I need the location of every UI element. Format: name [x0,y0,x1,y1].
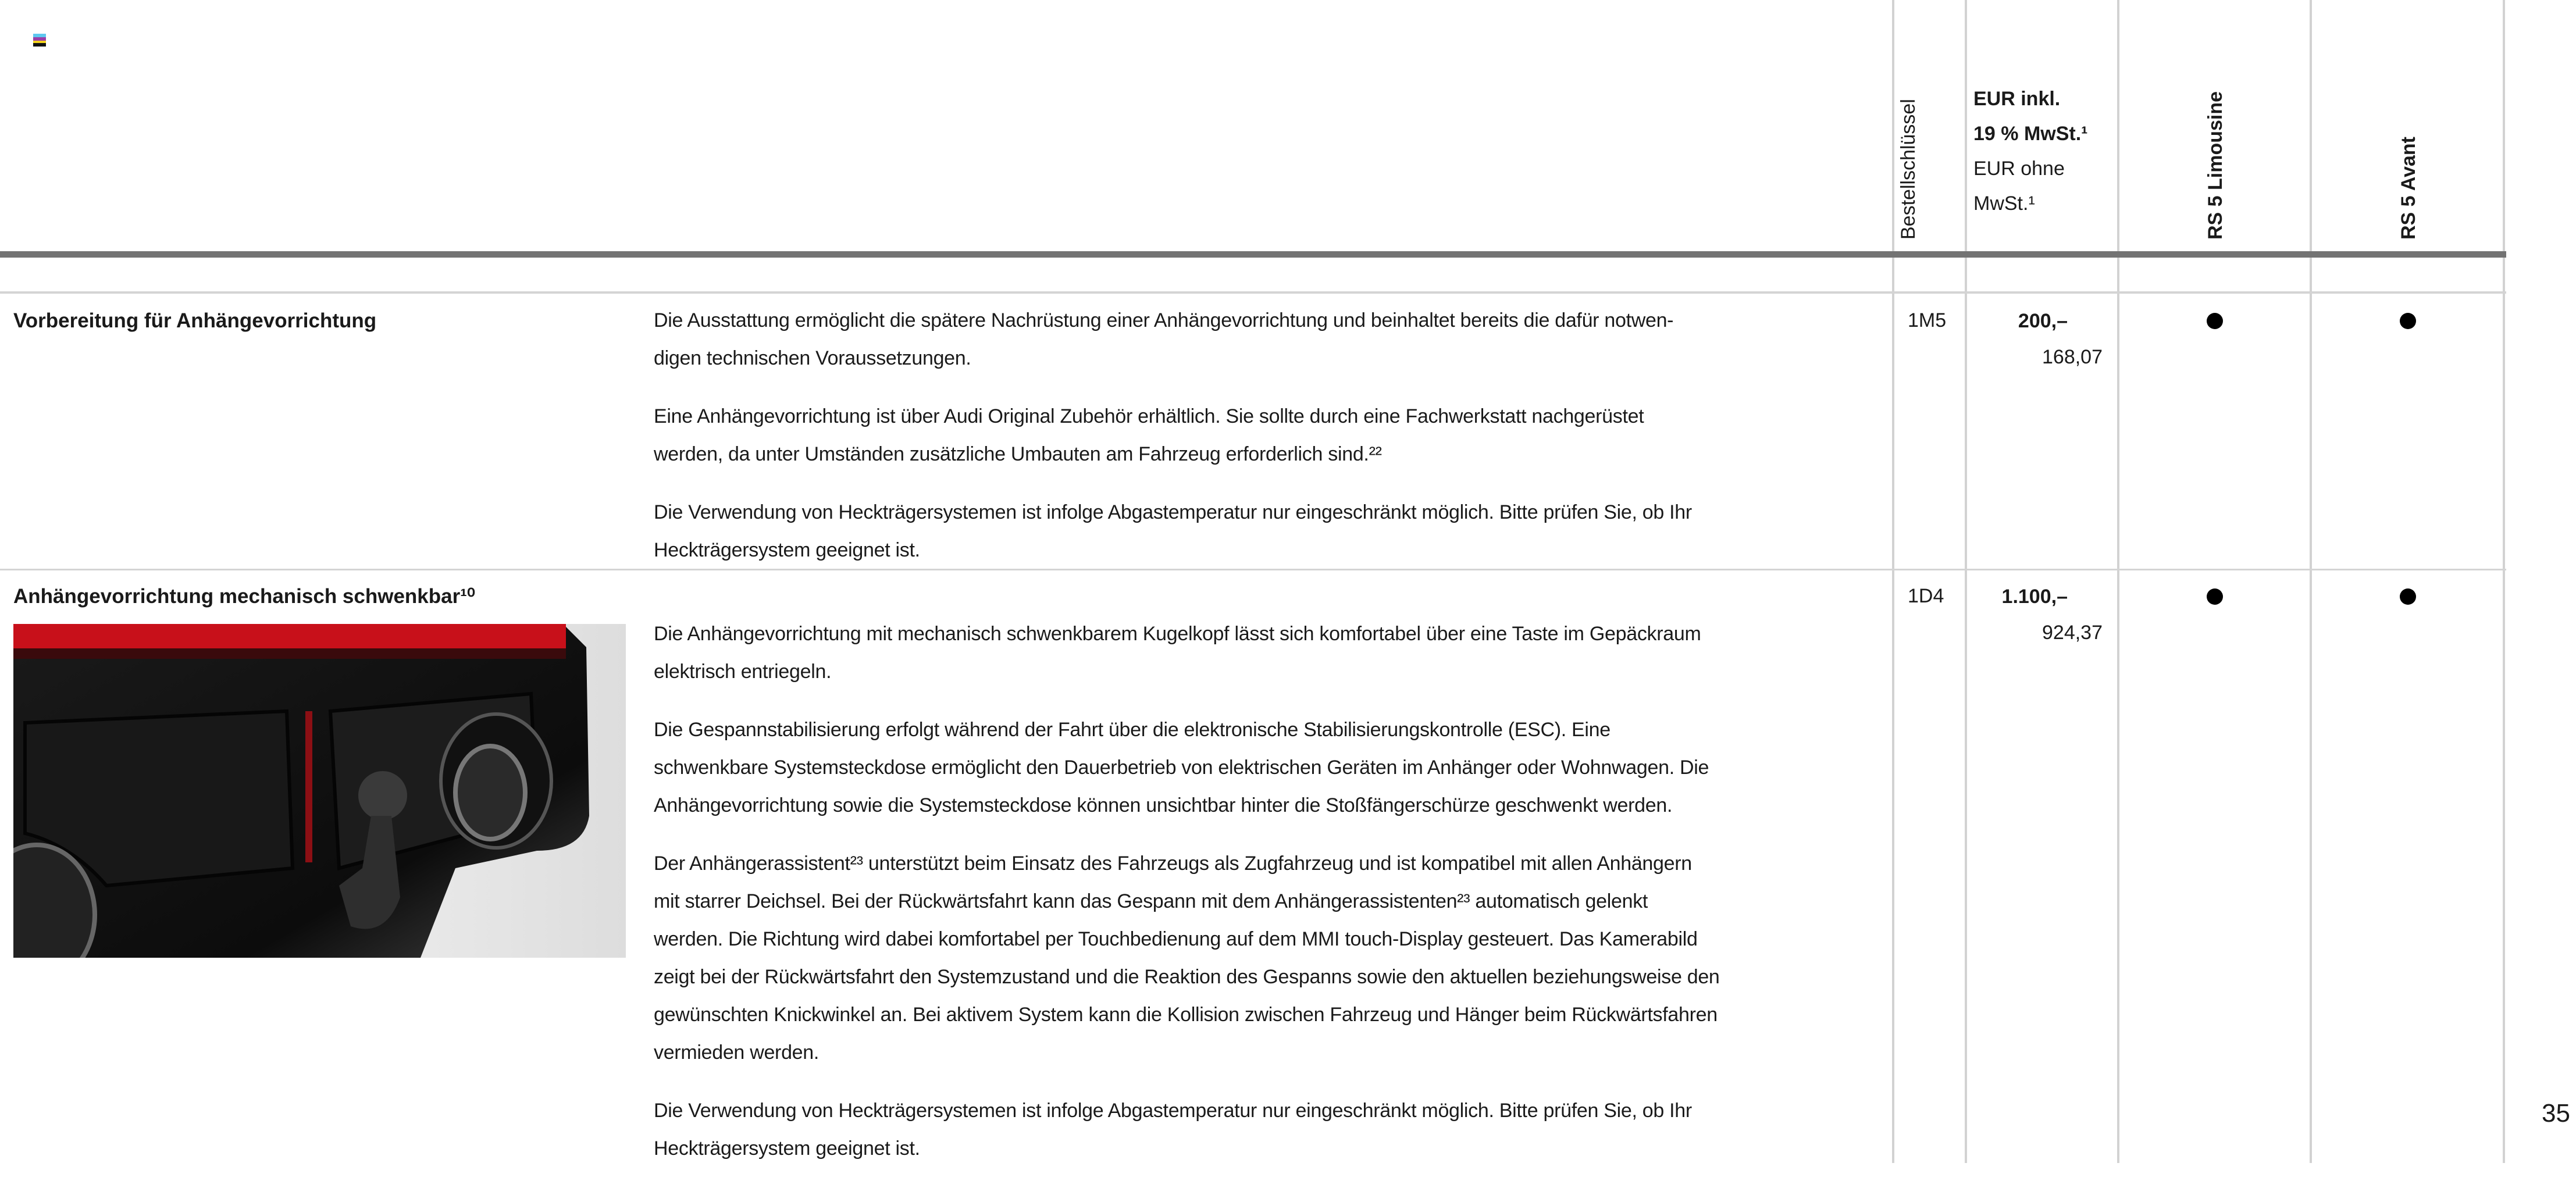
description-line: Der Anhängerassistent²³ unterstützt beim Einsatz des Fahrzeugs als Zugfahrzeug und ist kompatibel mit allen Anhängern [654,852,1692,875]
page-number: 35 [2542,1099,2570,1128]
trailer-hitch-image [13,624,626,958]
description-paragraph [654,398,1881,473]
description-line: elektrisch entriegeln. [654,661,832,683]
description-line: werden. Die Richtung wird dabei komfortabel per Touchbedienung auf dem MMI touch-Display gesteuert. Das Kamerabild [654,928,1698,950]
description-line: Die Verwendung von Heckträgersystemen ist infolge Abgastemperatur nur eingeschränkt möglich. Bitte prüfen Sie, ob Ihr [654,1100,1692,1122]
header-rule [0,251,2506,258]
header-price-line: MwSt.¹ [1973,192,2035,215]
description-line: Die Gespannstabilisierung erfolgt während der Fahrt über die elektronische Stabilisierungskontrolle (ESC). Eine [654,719,1611,741]
row-title: Anhängevorrichtung mechanisch schwenkbar¹⁰ [13,585,475,608]
description-line: gewünschten Knickwinkel an. Bei aktivem System kann die Kollision zwischen Fahrzeug und Hänger beim Rückwärtsfahren [654,1004,1718,1026]
column-divider [2117,0,2119,1163]
row-description [654,615,1881,1188]
description-line: vermieden werden. [654,1041,820,1064]
header-model-rs5-avant: RS 5 Avant [2397,137,2420,240]
row-description [654,302,1881,590]
description-line: Heckträgersystem geeignet ist. [654,1137,920,1160]
description-paragraph [654,1092,1881,1168]
description-line: schwenkbare Systemsteckdose ermöglicht den Dauerbetrieb von elektrischen Geräten im Anhänger oder Wohnwagen. Die [654,757,1709,779]
price-gross: 1.100,– [2001,586,2068,608]
price-net: 168,07 [2042,346,2103,368]
column-divider [1892,0,1894,1163]
price-cell [1969,303,2103,375]
description-paragraph [654,615,1881,691]
description-paragraph [654,711,1881,825]
price-gross: 200,– [2018,310,2068,332]
column-divider [1965,0,1967,1163]
price-cell [1969,579,2103,651]
header-price-line: 19 % MwSt.¹ [1973,123,2088,145]
header-price [1973,81,2087,221]
standard-dot-rs5-limousine [2207,588,2223,605]
standard-dot-rs5-avant [2400,588,2416,605]
header-price-line: EUR ohne [1973,158,2065,180]
description-line: Heckträgersystem geeignet ist. [654,539,920,561]
order-code: 1D4 [1908,585,1944,607]
standard-dot-rs5-avant [2400,313,2416,329]
column-divider [2310,0,2312,1163]
description-paragraph [654,302,1881,377]
price-net: 924,37 [2042,622,2103,644]
header-order-key: Bestellschlüssel [1897,99,1919,240]
description-line: Die Anhängevorrichtung mit mechanisch schwenkbarem Kugelkopf lässt sich komfortabel über eine Taste im Gepäckraum [654,623,1701,645]
column-divider [2503,0,2505,1163]
description-line: Die Ausstattung ermöglicht die spätere Nachrüstung einer Anhängevorrichtung und beinhaltet bereits die dafür notwen- [654,309,1674,331]
print-color-bar-icon [33,34,46,47]
description-line: mit starrer Deichsel. Bei der Rückwärtsfahrt kann das Gespann mit dem Anhängerassistenten²³ automatisch gelenkt [654,890,1648,912]
header-price-line: EUR inkl. [1973,88,2061,110]
description-line: digen technischen Voraussetzungen. [654,347,971,369]
description-paragraph [654,845,1881,1072]
description-line: Eine Anhängevorrichtung ist über Audi Original Zubehör erhältlich. Sie sollte durch eine Fachwerkstatt nachgerüstet [654,405,1644,427]
description-line: Anhängevorrichtung sowie die Systemsteckdose können unsichtbar hinter die Stoßfängerschürze geschwenkt werden. [654,794,1673,816]
standard-dot-rs5-limousine [2207,313,2223,329]
row-divider [0,291,2506,294]
description-line: werden, da unter Umständen zusätzliche Umbauten am Fahrzeug erforderlich sind.²² [654,443,1382,465]
order-code: 1M5 [1908,309,1947,331]
row-title: Vorbereitung für Anhängevorrichtung [13,309,377,332]
description-paragraph [654,494,1881,569]
description-line: Die Verwendung von Heckträgersystemen ist infolge Abgastemperatur nur eingeschränkt möglich. Bitte prüfen Sie, ob Ihr [654,501,1692,523]
description-line: zeigt bei der Rückwärtsfahrt den Systemzustand und die Reaktion des Gespanns sowie den aktuellen beziehungsweise den [654,966,1720,988]
header-model-rs5-limousine: RS 5 Limousine [2204,91,2226,240]
